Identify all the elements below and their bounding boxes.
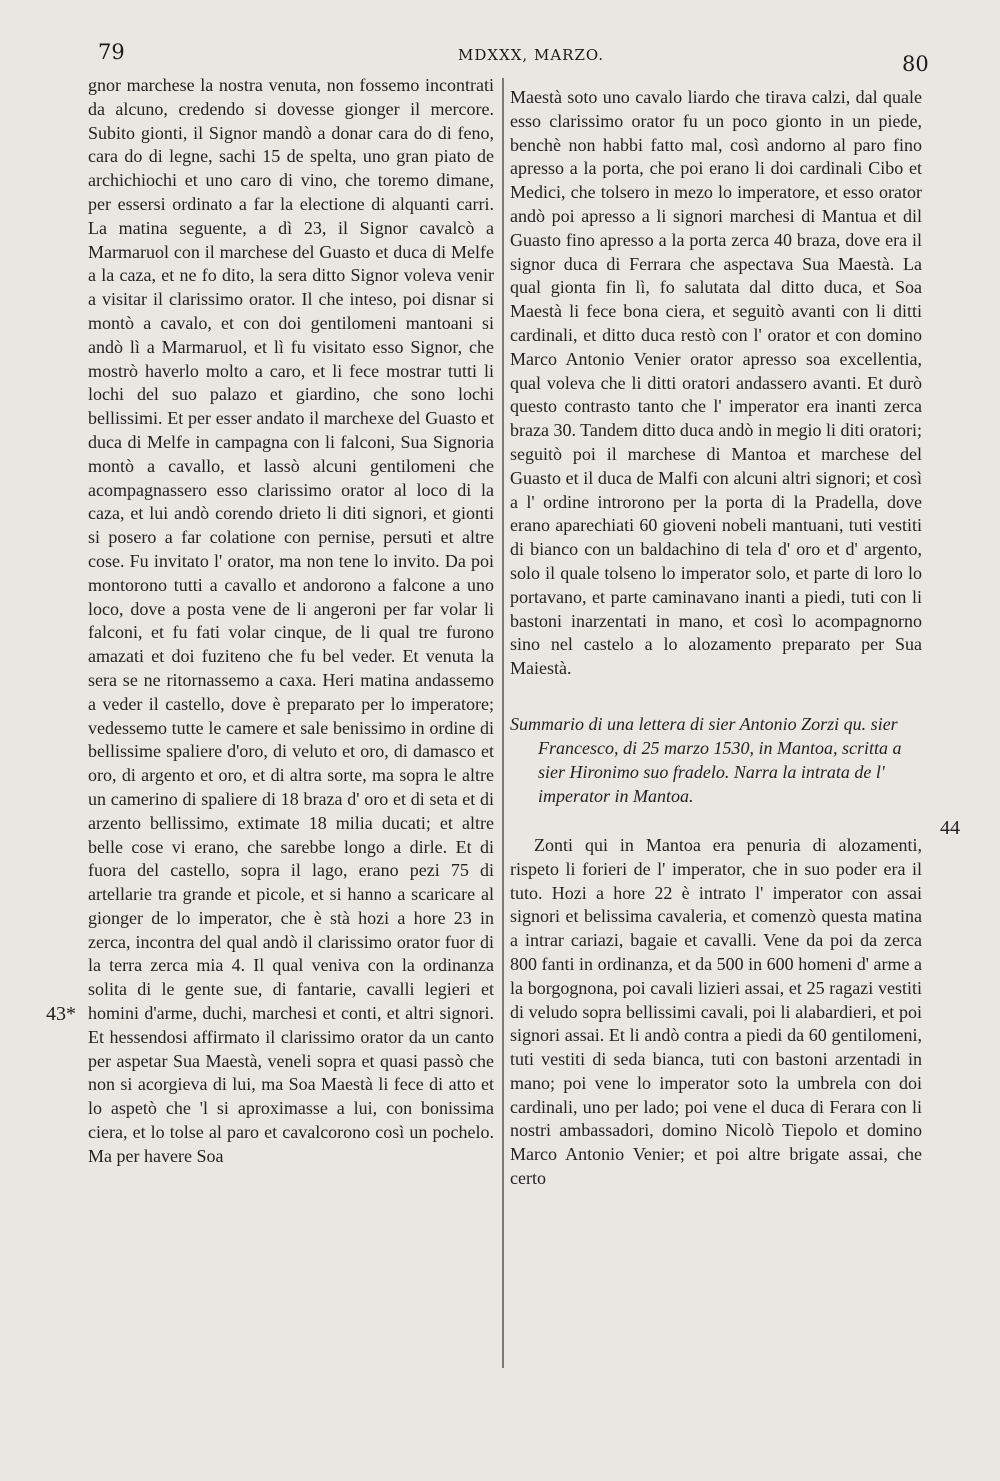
page-number-right: 80 [902, 52, 929, 76]
margin-number-left: 43* [46, 1003, 76, 1025]
right-column-text-2: Zonti qui in Mantoa era penuria di alozamenti, rispeto li forieri de l' imperator, che in suo poder era il tuto. Hozi a hore 22 è intrato l' imperator con assai signori et belissima cavaleria, et comenzò questa matina a intrar cariazi, bagaie et cavalli. Vene da poi da zerca 800 fanti in ordinanza, et da 500 in 600 homeni d' arme a la borgognona, poi cavali lizieri assai, et 25 ragazi vestiti di veludo sopra bellissimi cavali, poi li alabardieri, et poi signori assai. Et li andò contra a piedi da 60 gentilomeni, tuti vestiti di seda bianca, tuti con bastoni arzentadi in mano; poi vene lo imperator soto la umbrela con doi cardinali, uno per lado; poi vene el duca di Ferara con li nostri ambassadori, domino Nicolò Tiepolo et domino Marco Antonio Venier; et poi altre brigate assai, che certo [510, 834, 922, 1189]
summary-text: Summario di una lettera di sier Antonio Zorzi qu. sier Francesco, di 25 marzo 1530, in Mantoa, scritta a sier Hironimo suo fradelo. Narra la intrata de l' imperator in Mantoa. [510, 713, 902, 806]
column-divider [502, 78, 504, 1368]
right-column [510, 86, 922, 1191]
right-column-text-1: Maestà soto uno cavalo liardo che tirava calzi, dal quale esso clarissimo orator fu un poco gionto in un piede, benchè non habbi fatto mal, così andorno al paro fino apresso a la porta, che poi erano li doi cardinali Cibo et Medici, che tolsero in mezo lo imperatore, et esso orator andò poi apresso a li signori marchesi di Mantua et dil Guasto fino apresso a la porta zerca 40 braza, dove era il signor duca di Ferrara che aspectava Sua Maestà. La qual gionta fin lì, fo salutata dal ditto duca, et Soa Maestà li fece bona ciera, et seguitò avanti con li ditti cardinali, et ditto duca restò con l' orator et con domino Marco Antonio Venier orator apresso soa excellentia, qual voleva che li ditti oratori andassero avanti. Et durò questo contrasto tanto che l' imperator era inanti zerca braza 30. Tandem ditto duca andò in megio li diti oratori; seguitò poi il marchese di Mantoa et marchese del Guasto et il duca de Malfi con alcuni altri signori; et così a l' ordine introrono per la porta di la Pradella, dove erano aparechiati 60 gioveni nobeli mantuani, tuti vestiti di bianco con un baldachino di tela d' oro et d' argento, solo il quale tolseno lo imperator solo, et parte di loro lo portavano, et parte caminavano inanti a piedi, tuti con li bastoni inarzentati in mano, et così lo acompagnorno sino nel castelo a lo alozamento preparato per Sua Maiestà. [510, 87, 922, 679]
left-column-text: gnor marchese la nostra venuta, non fossemo incontrati da alcuno, credendo si dovesse gionger il mercore. Subito gionti, il Signor mandò a donar cara do di feno, cara do di legne, sachi 15 de spelta, uno gran piato de archichiochi et uno caro di vino, che toremo dimane, per essersi ordinato a far la electione di alquanti carri. La matina seguente, a dì 23, il Signor cavalcò a Marmaruol con il marchese del Guasto et duca di Melfe a la caza, et ne fo dito, la sera ditto Signor voleva venir a visitar il clarissimo orator. Il che inteso, poi disnar si montò a cavalo, et con doi gentilomeni mantoani si andò lì a Marmaruol, et lì fu visitato esso Signor, che mostrò haverlo molto a caro, et li fece mostrar tutti li lochi del suo palazo et giardino, che sono lochi bellissimi. Et per esser andato il marchexe del Guasto et duca di Melfe in campagna con li falconi, Sua Signoria montò a cavallo, et lassò alcuni gentilomeni che acompagnassero esso clarissimo orator al loco di la caza, et lui andò corendo drieto li diti signori, et gionti si posero a far colatione con pernise, persuti et altre cose. Fu invitato l' orator, ma non tene lo invito. Da poi montorono tutti a cavallo et andorono a falcone a uno loco, dove a posta vene de li angeroni per far volar li falconi, et fu fati volar cinque, de li qual tre furono amazati et doi fuziteno che fu bel veder. Et venuta la sera se ne ritornassemo a caxa. Heri matina andassemo a veder il castello, dove è preparato per lo imperatore; vedessemo tutte le camere et sale benissimo in ordine di bellissime spaliere d'oro, di veluto et oro, di damasco et oro, di argento et oro, et di altra sorte, ma sopra le altre un camerino di spaliere di 18 braza d' oro et di seta et di arzento bellissimo, extimate 18 milia ducati; et altre belle cose vi erano, che sarebbe longo a dirle. Et di fuora del castello, sopra il lago, erano pezi 75 di artellarie tra grande et picole, et si hanno a scaricare al gionger de lo imperator, che è stà hozi a hore 23 in zerca, incontra del qual andò il clarissimo orator fuor di la terra zerca mia 4. Il qual veniva con la ordinanza solita di le gente sue, di fantarie, cavalli legieri et homini d'arme, duchi, marchesi et conti, et altri signori. Et hessendosi affirmato il clarissimo orator da un canto per aspetar Sua Maestà, veneli sopra et quasi passò che non si acorgieva di lui, ma Soa Maestà li fece di atto et lo aspetò che 'l si aproximasse a lui, con bonissima ciera, et lo tolse al paro et cavalcorono così un pochelo. Ma per havere Soa [88, 75, 494, 1166]
summary-heading [510, 712, 922, 808]
left-column [88, 74, 494, 1169]
margin-number-right: 44 [940, 817, 960, 839]
page-number-left: 79 [98, 40, 125, 64]
running-title: MDXXX, MARZO. [458, 46, 605, 64]
